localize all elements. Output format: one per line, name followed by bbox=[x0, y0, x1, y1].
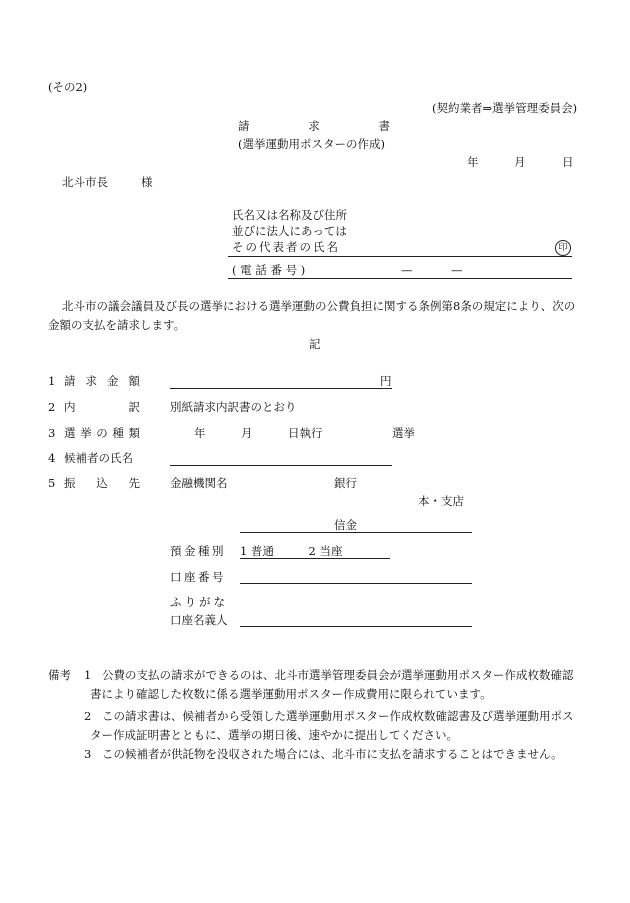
account-number-label: 口座番号 bbox=[170, 570, 226, 584]
account-type-options: 1 普通 2 当座 bbox=[240, 544, 343, 558]
title-char: 請 bbox=[238, 119, 250, 133]
date-month: 月 bbox=[514, 155, 526, 169]
label-char: 訳 bbox=[128, 400, 140, 414]
label-char: 先 bbox=[128, 476, 140, 490]
account-number-underline bbox=[240, 583, 472, 584]
document-subtitle: (選挙運動用ポスターの作成) bbox=[238, 137, 385, 151]
addressee-name: 北斗市長 bbox=[62, 175, 108, 189]
phone-underline bbox=[228, 278, 572, 279]
remark-2-line2: ター作成証明書とともに、選挙の期日後、速やかに提出してください。 bbox=[90, 728, 458, 742]
label-char: の bbox=[96, 426, 108, 440]
branch-suffix: 本・支店 bbox=[418, 494, 464, 508]
institution-underline bbox=[240, 532, 472, 533]
page-marker: (その2) bbox=[48, 80, 88, 94]
remark-number: 1 bbox=[84, 668, 92, 682]
date-year: 年 bbox=[467, 155, 479, 169]
account-holder-label: 口座名義人 bbox=[170, 613, 228, 627]
item-number: 4 bbox=[48, 451, 56, 465]
label-char: 込 bbox=[96, 476, 108, 490]
title-char: 求 bbox=[308, 119, 320, 133]
breakdown-value: 別紙請求内訳書のとおり bbox=[170, 400, 297, 414]
candidate-name-underline bbox=[170, 465, 392, 466]
label-char: 類 bbox=[128, 426, 140, 440]
election-day-executed: 日執行 bbox=[288, 426, 323, 440]
amount-underline bbox=[170, 388, 392, 389]
addressee-honorific: 様 bbox=[141, 175, 153, 189]
item-number: 1 bbox=[48, 374, 56, 388]
furigana-label: ふりがな bbox=[170, 595, 228, 609]
body-text-line1: 北斗市の議会議員及び長の選挙における選挙運動の公費負担に関する条例第8条の規定により、次の bbox=[62, 299, 576, 313]
label-char: 求 bbox=[85, 374, 97, 388]
remark-number: 2 bbox=[84, 709, 92, 723]
applicant-label-line1: 氏名又は名称及び住所 bbox=[232, 208, 347, 222]
body-text-line2: 金額の支払を請求します。 bbox=[48, 318, 186, 332]
item-label-breakdown bbox=[64, 402, 140, 414]
label-char: 金 bbox=[107, 374, 119, 388]
seal-mark: 印 bbox=[555, 240, 571, 256]
institution-label: 金融機関名 bbox=[170, 476, 228, 490]
item-label-candidate-name: 候補者の氏名 bbox=[64, 451, 133, 465]
applicant-name-underline bbox=[228, 256, 572, 257]
remark-3-line1: この候補者が供託物を没収された場合には、北斗市に支払を請求することはできません。 bbox=[102, 747, 563, 761]
remark-number: 3 bbox=[84, 747, 92, 761]
account-holder-underline bbox=[240, 626, 472, 627]
document-title bbox=[238, 121, 390, 133]
remark-1-line1: 公費の支払の請求ができるのは、北斗市選挙管理委員会が選挙運動用ポスター作成枚数確認 bbox=[102, 668, 574, 682]
item-label-transfer-destination bbox=[64, 478, 140, 490]
item-number: 5 bbox=[48, 476, 56, 490]
item-label-request-amount bbox=[64, 376, 140, 388]
remark-1-line2: 書により確認した枚数に係る選挙運動用ポスター作成費用に限られています。 bbox=[90, 687, 492, 701]
route-note: (契約業者⇒選挙管理委員会) bbox=[432, 101, 578, 115]
election-suffix: 選挙 bbox=[392, 426, 415, 440]
label-char: 挙 bbox=[80, 426, 92, 440]
label-char: 請 bbox=[64, 374, 76, 388]
applicant-label-line3: その代表者の氏名 bbox=[232, 240, 340, 254]
bank-suffix: 銀行 bbox=[334, 476, 357, 490]
phone-label: ( 電 話 番 号 ) bbox=[232, 263, 306, 277]
ki-heading: 記 bbox=[309, 337, 321, 351]
item-number: 2 bbox=[48, 400, 56, 414]
remark-2-line1: この請求書は、候補者から受領した選挙運動用ポスター作成枚数確認書及び選挙運動用ポス bbox=[102, 709, 574, 723]
label-char: 種 bbox=[112, 426, 124, 440]
remarks-label: 備考 bbox=[48, 668, 71, 682]
account-type-underline bbox=[240, 558, 390, 559]
amount-unit: 円 bbox=[380, 374, 392, 388]
label-char: 選 bbox=[64, 426, 76, 440]
phone-dash: — bbox=[401, 263, 413, 277]
label-char: 振 bbox=[64, 476, 76, 490]
phone-dash: — bbox=[451, 263, 463, 277]
election-month: 月 bbox=[241, 426, 253, 440]
applicant-label-line2: 並びに法人にあっては bbox=[232, 224, 347, 238]
label-char: 内 bbox=[64, 400, 76, 414]
shinkin-suffix: 信金 bbox=[334, 518, 357, 532]
item-number: 3 bbox=[48, 426, 56, 440]
date-day: 日 bbox=[562, 155, 574, 169]
item-label-election-type bbox=[64, 428, 140, 440]
title-char: 書 bbox=[378, 119, 390, 133]
account-type-label: 預金種別 bbox=[170, 544, 226, 558]
election-year: 年 bbox=[194, 426, 206, 440]
label-char: 額 bbox=[128, 374, 140, 388]
